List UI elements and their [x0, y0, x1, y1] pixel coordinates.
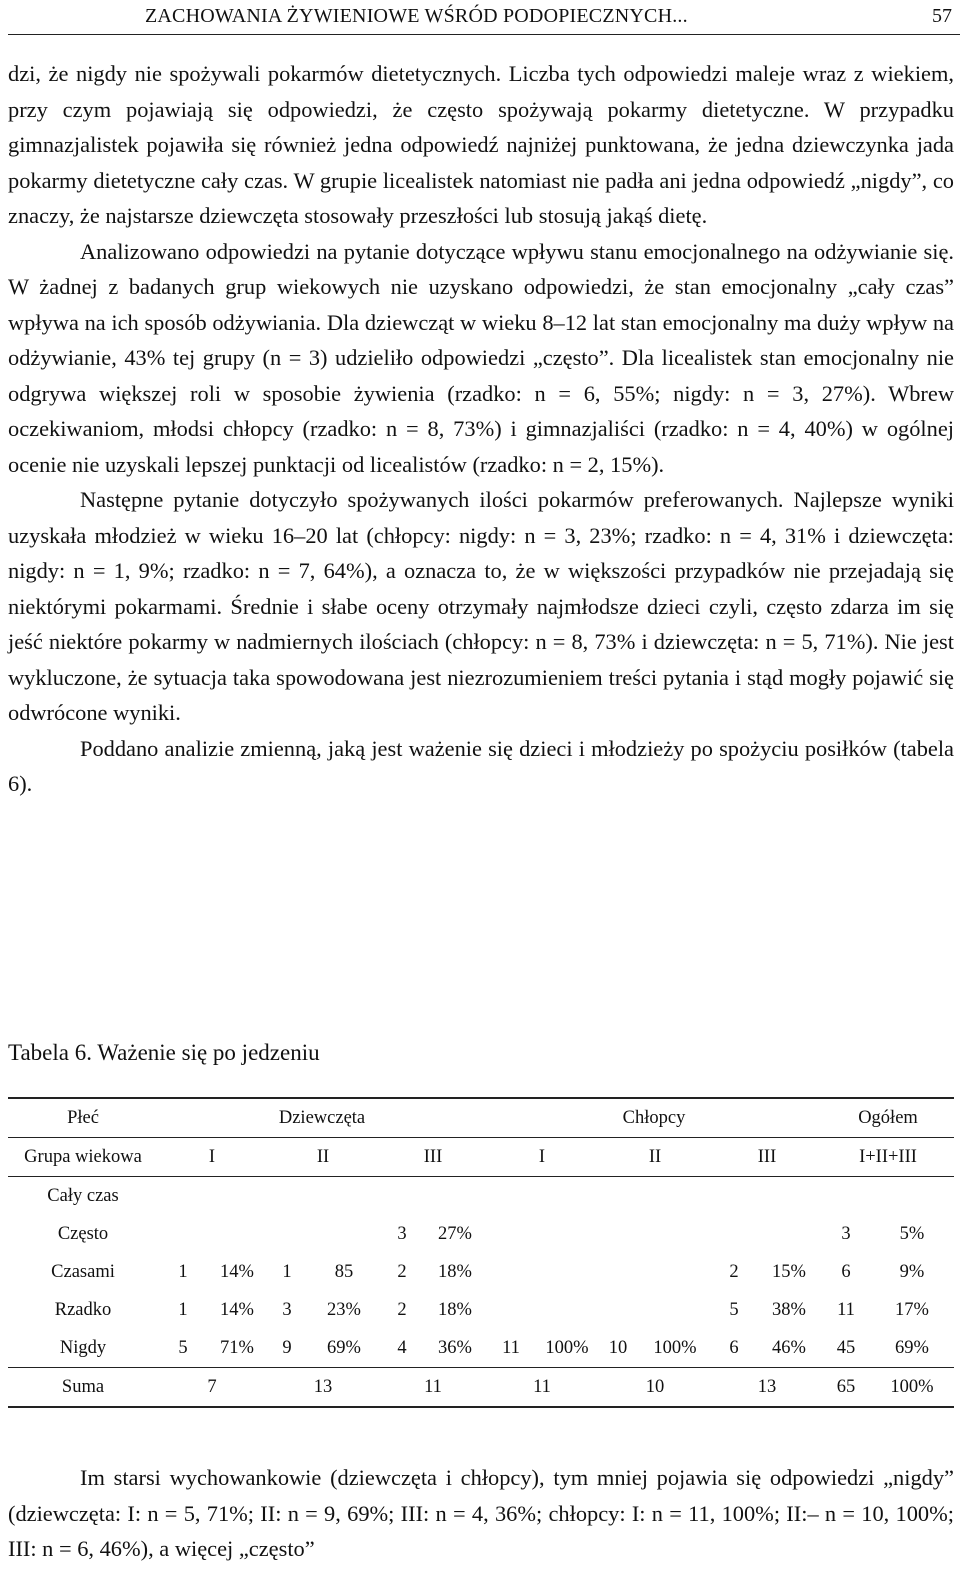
percent-cell: [208, 1215, 266, 1253]
table-caption: Tabela 6. Ważenie się po jedzeniu: [8, 1040, 320, 1065]
percent-cell: 69%: [327, 1337, 361, 1358]
count-cell: 6: [841, 1261, 851, 1282]
count-cell: 2: [397, 1299, 407, 1320]
count-cell: [598, 1253, 638, 1291]
sum-cell: 7: [158, 1368, 266, 1408]
sex-label: Płeć: [8, 1098, 158, 1138]
age-group-row: [8, 1138, 954, 1177]
sum-cell: 100%: [870, 1368, 954, 1408]
percent-cell: 17%: [895, 1299, 929, 1320]
count-cell: 3: [282, 1299, 292, 1320]
weighing-table: [8, 1097, 954, 1408]
percent-cell: 69%: [895, 1337, 929, 1358]
row-label: Cały czas: [47, 1185, 119, 1206]
sum-cell: 13: [266, 1368, 380, 1408]
sum-cell: 65: [822, 1368, 870, 1408]
count-cell: 4: [397, 1337, 407, 1358]
percent-cell: [756, 1215, 822, 1253]
row-label: Rzadko: [54, 1299, 112, 1320]
percent-cell: 100%: [653, 1337, 697, 1358]
percent-cell: [536, 1215, 598, 1253]
percent-cell: 5%: [899, 1223, 925, 1244]
table-row: [8, 1177, 954, 1216]
percent-cell: 71%: [220, 1337, 254, 1358]
percent-cell: 36%: [438, 1337, 472, 1358]
count-cell: 11: [837, 1299, 855, 1320]
running-title: ZACHOWANIA ŻYWIENIOWE WŚRÓD PODOPIECZNYCH...: [145, 5, 688, 27]
boys-header: Chłopcy: [486, 1098, 822, 1138]
percent-cell: 46%: [772, 1337, 806, 1358]
total-header: Ogółem: [822, 1098, 954, 1138]
count-cell: 1: [282, 1261, 292, 1282]
percent-cell: 15%: [772, 1261, 806, 1282]
table-header-row: [8, 1098, 954, 1138]
count-cell: 3: [841, 1223, 851, 1244]
paragraph: dzi, że nigdy nie spożywali pokarmów dietetycznych. Liczba tych odpowiedzi maleje wraz z wiekiem, przy czym pojawiają się odpowiedzi, że często spożywają pokarmy dietetyczne. W przypadku gimnazjalistek pojawiła się również jedna odpowiedź najniżej punktowana, że jedna dziewczynka jada pokarmy dietetyczne cały czas. W grupie licealistek natomiast nie padła ani jedna odpowiedź „nigdy”, co znaczy, że najstarsze dziewczęta stosowały przeszłości lub stosują jakąś dietę.: [8, 61, 954, 228]
percent-cell: 85: [334, 1261, 354, 1282]
header-rule: [8, 34, 960, 35]
count-cell: [822, 1177, 870, 1216]
sum-label: Suma: [8, 1368, 158, 1408]
paragraph: Poddano analizie zmienną, jaką jest ważenie się dzieci i młodzieży po spożyciu posiłków (tabela 6).: [8, 735, 954, 796]
paragraph: Następne pytanie dotyczyło spożywanych ilości pokarmów preferowanych. Najlepsze wyniki uzyskała młodzież w wieku 16–20 lat (chłopcy: nigdy: n = 3, 23%; rzadko: n = 4, 31% i dziewczęta: nigdy: n = 1, 9%; rzadko: n = 7, 64%), a oznacza to, że w większości przypadków nie przejadają się niektórymi pokarmami. Średnie i słabe oceny otrzymały najmłodsze dzieci czyli, często zdarza im się jeść niektóre pokarmy w nadmiernych ilościach (chłopcy: n = 8, 73% i dziewczęta: n = 5, 71%). Nie jest wykluczone, że sytuacja taka spowodowana jest niezrozumieniem treści pytania i stąd mogły pojawić się odwrócone wyniki.: [8, 487, 954, 725]
count-cell: 5: [729, 1299, 739, 1320]
count-cell: 1: [178, 1299, 188, 1320]
paragraph: Im starsi wychowankowie (dziewczęta i chłopcy), tym mniej pojawia się odpowiedzi „nigdy” (dziewczęta: I: n = 5, 71%; II: n = 9, 69%; III: n = 4, 36%; chłopcy: I: n = 11, 100%; II:– n = 10, 100%; III: n = 6, 46%), a więcej „często”: [8, 1465, 954, 1561]
percent-cell: 38%: [772, 1299, 806, 1320]
age-group-cell: III: [712, 1138, 822, 1177]
count-cell: [486, 1177, 536, 1216]
percent-cell: [536, 1253, 598, 1291]
age-group-cell: II: [598, 1138, 712, 1177]
age-group-cell: III: [380, 1138, 486, 1177]
percent-cell: 14%: [220, 1261, 254, 1282]
sum-cell: 13: [712, 1368, 822, 1408]
count-cell: 5: [178, 1337, 188, 1358]
table-row: [8, 1291, 954, 1329]
count-cell: [598, 1215, 638, 1253]
count-cell: 9: [282, 1337, 292, 1358]
age-group-cell: I: [486, 1138, 598, 1177]
age-group-label: Grupa wiekowa: [8, 1138, 158, 1177]
count-cell: 1: [178, 1261, 188, 1282]
table-row: [8, 1329, 954, 1368]
count-cell: 10: [608, 1337, 628, 1358]
percent-cell: [638, 1253, 712, 1291]
percent-cell: [536, 1177, 598, 1216]
count-cell: [486, 1291, 536, 1329]
count-cell: [486, 1215, 536, 1253]
row-label: Często: [57, 1223, 109, 1244]
count-cell: [712, 1177, 756, 1216]
table-row: [8, 1253, 954, 1291]
percent-cell: 18%: [438, 1261, 472, 1282]
percent-cell: [536, 1291, 598, 1329]
row-label: Czasami: [51, 1261, 115, 1282]
sum-cell: 11: [486, 1368, 598, 1408]
sum-cell: 10: [598, 1368, 712, 1408]
percent-cell: [638, 1291, 712, 1329]
girls-header: Dziewczęta: [158, 1098, 486, 1138]
percent-cell: 100%: [545, 1337, 589, 1358]
percent-cell: [638, 1215, 712, 1253]
percent-cell: [208, 1177, 266, 1216]
percent-cell: 23%: [327, 1299, 361, 1320]
age-group-cell: II: [266, 1138, 380, 1177]
sum-cell: 11: [380, 1368, 486, 1408]
bottom-text: [8, 1460, 954, 1567]
percent-cell: 9%: [899, 1261, 925, 1282]
page-number: 57: [932, 5, 952, 27]
age-group-cell: I: [158, 1138, 266, 1177]
count-cell: [158, 1215, 208, 1253]
percent-cell: 27%: [438, 1223, 472, 1244]
count-cell: [486, 1253, 536, 1291]
percent-cell: [756, 1177, 822, 1216]
count-cell: 11: [502, 1337, 520, 1358]
percent-cell: [424, 1177, 486, 1216]
body-text: [8, 56, 954, 802]
percent-cell: [870, 1177, 954, 1216]
percent-cell: [308, 1215, 380, 1253]
percent-cell: 14%: [220, 1299, 254, 1320]
count-cell: 3: [397, 1223, 407, 1244]
percent-cell: [308, 1177, 380, 1216]
count-cell: 2: [397, 1261, 407, 1282]
page-header: [0, 0, 960, 34]
percent-cell: [638, 1177, 712, 1216]
count-cell: [598, 1177, 638, 1216]
row-label: Nigdy: [59, 1337, 107, 1358]
count-cell: [598, 1291, 638, 1329]
count-cell: [712, 1215, 756, 1253]
count-cell: [266, 1215, 308, 1253]
count-cell: [380, 1177, 424, 1216]
table-row: [8, 1215, 954, 1253]
age-group-cell: I+II+III: [822, 1138, 954, 1177]
count-cell: [266, 1177, 308, 1216]
count-cell: [158, 1177, 208, 1216]
paragraph: Analizowano odpowiedzi na pytanie dotyczące wpływu stanu emocjonalnego na odżywianie się. W żadnej z badanych grup wiekowych nie uzyskano odpowiedzi, że stan emocjonalny „cały czas” wpływa na ich sposób odżywiania. Dla dziewcząt w wieku 8–12 lat stan emocjonalny ma duży wpływ na odżywianie, 43% tej grupy (n = 3) udzieliło odpowiedzi „często”. Dla licealistek stan emocjonalny nie odgrywa większej roli w sposobie żywienia (rzadko: n = 6, 55%; nigdy: n = 3, 27%). Wbrew oczekiwaniom, młodsi chłopcy (rzadko: n = 8, 73%) i gimnazjaliści (rzadko: n = 4, 40%) w ogólnej ocenie nie uzyskali lepszej punktacji od licealistów (rzadko: n = 2, 15%).: [8, 238, 954, 477]
count-cell: 2: [729, 1261, 739, 1282]
sum-row: [8, 1368, 954, 1408]
count-cell: 45: [836, 1337, 856, 1358]
percent-cell: 18%: [438, 1299, 472, 1320]
count-cell: 6: [729, 1337, 739, 1358]
